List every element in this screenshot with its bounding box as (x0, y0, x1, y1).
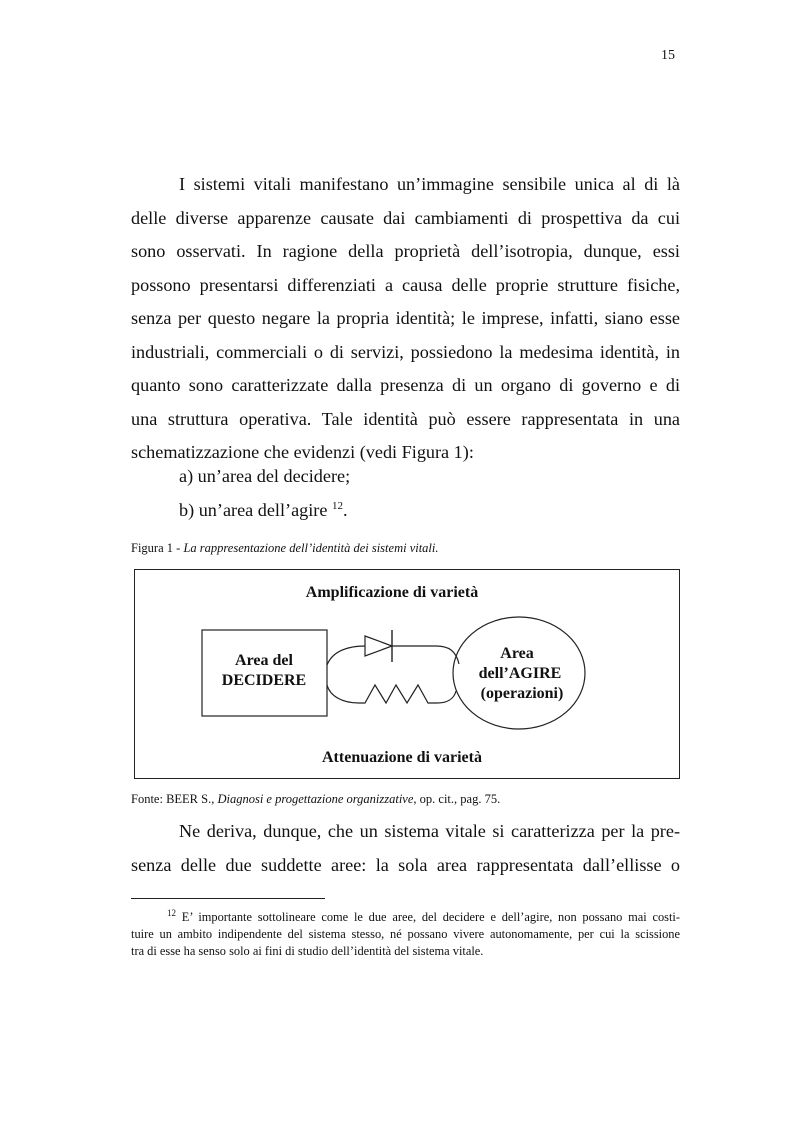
figure-source (131, 792, 500, 807)
decide-box-label-line2: DECIDERE (221, 672, 307, 689)
footnote (131, 905, 680, 960)
paragraph-line: possono presentarsi differenziati a causa delle proprie strutture fisiche, (131, 274, 680, 295)
footnote-line: tra di esse ha senso solo ai fini di studio dell’identità del sistema vitale. (131, 944, 484, 958)
paragraph-line: schematizzazione che evidenzi (vedi Figura 1): (131, 442, 474, 462)
paragraph-line: Ne deriva, dunque, che un sistema vitale si caratterizza per la pre- (179, 821, 680, 841)
list-item-b (179, 500, 348, 521)
attenuation-label: Attenuazione di varietà (322, 749, 482, 766)
decide-box-label-line1: Area del (235, 652, 293, 669)
figure-caption-prefix: Figura 1 - (131, 541, 184, 555)
list-item-b-end: . (343, 500, 348, 520)
footnote-number: 12 (167, 908, 176, 918)
paragraph-line: senza delle due suddette aree: la sola area rappresentata dall’ellisse o (131, 854, 680, 875)
paragraph-2 (131, 815, 680, 882)
paragraph-line: sono osservati. In ragione della proprietà dell’isotropia, dunque, essi (131, 241, 680, 261)
figure-caption-title: La rappresentazione dell’identità dei sistemi vitali. (183, 541, 439, 555)
footnote-line-text: E’ importante sottolineare come le due aree, del decidere e dell’agire, non possano mai costi- (176, 910, 680, 924)
footnote-divider (131, 898, 325, 899)
source-prefix: Fonte: BEER S., (131, 792, 218, 806)
paragraph-line: quanto sono caratterizzate dalla presenza di un organo di governo e di (131, 375, 680, 395)
list-item-a: a) un’area del decidere; (179, 466, 351, 486)
paragraph-line: una struttura operativa. Tale identità può essere rappresentata in una (131, 408, 680, 429)
diode-arrow-icon (365, 636, 392, 656)
agire-label-line2: dell’AGIRE (478, 665, 562, 682)
footnote-line: tuire un ambito indipendente del sistema stesso, né possano vivere autonomamente, per cui la scissione (131, 927, 680, 941)
paragraph-1 (131, 168, 680, 470)
agire-label-line1: Area (500, 645, 534, 662)
figure-caption (131, 541, 439, 556)
vsm-diagram (134, 569, 680, 779)
amplification-label: Amplificazione di varietà (305, 584, 479, 601)
footnote-reference: 12 (332, 500, 343, 512)
paragraph-line: senza per questo negare la propria identità; le imprese, infatti, siano esse (131, 308, 680, 328)
footnote-line (131, 905, 680, 926)
source-suffix: , op. cit., pag. 75. (413, 792, 501, 806)
amplification-loop (327, 646, 459, 665)
agire-label-line3: (operazioni) (480, 685, 564, 702)
source-title: Diagnosi e progettazione organizzative (217, 792, 414, 806)
attenuation-loop (327, 685, 456, 703)
paragraph-line: I sistemi vitali manifestano un’immagine sensibile unica al di là (179, 174, 680, 194)
page-number: 15 (661, 48, 675, 63)
list-item-b-text: b) un’area dell’agire (179, 500, 328, 520)
paragraph-line: delle diverse apparenze causate dai cambiamenti di prospettiva da cui (131, 207, 680, 228)
paragraph-line: industriali, commerciali o di servizi, possiedono la medesima identità, in (131, 341, 680, 362)
